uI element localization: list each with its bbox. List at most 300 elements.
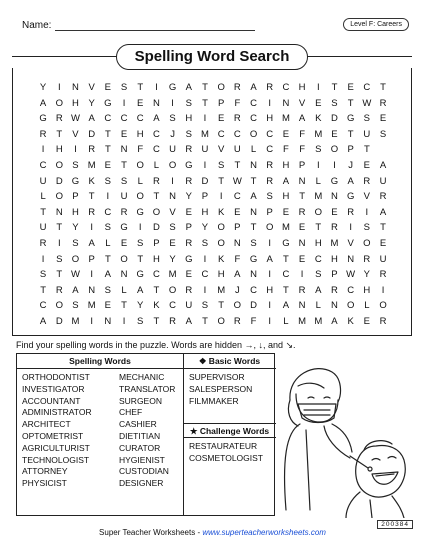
grid-letter[interactable]: R — [233, 82, 241, 93]
grid-letter[interactable]: O — [168, 159, 177, 171]
grid-letter[interactable]: C — [39, 300, 47, 312]
grid-letter[interactable]: I — [106, 191, 110, 203]
grid-letter[interactable]: E — [298, 253, 306, 265]
grid-letter[interactable]: R — [379, 269, 387, 281]
grid-letter[interactable]: A — [282, 175, 290, 187]
grid-letter[interactable]: T — [363, 144, 370, 156]
grid-letter[interactable]: I — [203, 159, 207, 171]
grid-letter[interactable]: Y — [39, 82, 47, 93]
grid-letter[interactable]: E — [185, 206, 192, 218]
grid-letter[interactable]: P — [331, 269, 338, 281]
grid-letter[interactable]: U — [39, 222, 47, 234]
grid-letter[interactable]: G — [120, 222, 128, 234]
grid-letter[interactable]: H — [363, 284, 371, 296]
grid-letter[interactable]: C — [104, 113, 112, 125]
grid-letter[interactable]: I — [203, 284, 207, 296]
grid-letter[interactable]: N — [72, 82, 79, 93]
grid-letter[interactable]: N — [55, 206, 63, 218]
grid-letter[interactable]: A — [153, 113, 160, 125]
grid-letter[interactable]: T — [331, 82, 338, 93]
grid-letter[interactable]: A — [250, 191, 257, 203]
grid-letter[interactable]: I — [90, 222, 93, 234]
grid-letter[interactable]: I — [57, 237, 61, 249]
grid-letter[interactable]: V — [169, 206, 176, 218]
grid-letter[interactable]: L — [283, 315, 289, 327]
grid-letter[interactable]: T — [380, 222, 386, 234]
grid-letter[interactable]: A — [185, 315, 192, 327]
grid-letter[interactable]: I — [41, 144, 45, 156]
footer-link[interactable]: www.superteacherworksheets.com — [202, 528, 326, 537]
grid-letter[interactable]: W — [70, 269, 80, 281]
grid-letter[interactable]: T — [283, 284, 289, 296]
grid-letter[interactable]: T — [88, 191, 95, 203]
grid-letter[interactable]: T — [202, 315, 208, 327]
grid-letter[interactable]: A — [39, 97, 47, 109]
grid-letter[interactable]: G — [39, 113, 47, 125]
grid-letter[interactable]: D — [55, 315, 63, 327]
grid-letter[interactable]: I — [268, 315, 272, 327]
grid-letter[interactable]: I — [268, 300, 272, 312]
grid-letter[interactable]: H — [72, 206, 79, 218]
grid-letter[interactable]: Y — [72, 222, 79, 234]
grid-letter[interactable]: A — [379, 159, 387, 171]
grid-letter[interactable]: A — [347, 175, 354, 187]
grid-letter[interactable]: E — [282, 206, 290, 218]
grid-letter[interactable]: C — [152, 144, 160, 156]
grid-letter[interactable]: D — [250, 300, 257, 312]
grid-letter[interactable]: P — [153, 237, 160, 249]
grid-letter[interactable]: H — [282, 159, 290, 171]
grid-letter[interactable]: S — [217, 159, 225, 171]
grid-letter[interactable]: P — [266, 206, 273, 218]
grid-letter[interactable]: T — [234, 159, 241, 171]
grid-letter[interactable]: N — [298, 175, 306, 187]
grid-letter[interactable]: W — [232, 175, 242, 187]
grid-letter[interactable]: W — [70, 113, 80, 125]
grid-letter[interactable]: F — [283, 144, 289, 156]
grid-letter[interactable]: R — [266, 175, 274, 187]
grid-letter[interactable]: R — [379, 191, 387, 203]
grid-letter[interactable]: G — [346, 113, 355, 125]
grid-letter[interactable]: W — [362, 97, 372, 109]
grid-letter[interactable]: G — [249, 253, 258, 265]
grid-letter[interactable]: A — [331, 315, 338, 327]
grid-letter[interactable]: C — [314, 253, 322, 265]
grid-letter[interactable]: E — [104, 82, 112, 93]
grid-letter[interactable]: L — [250, 144, 257, 156]
grid-letter[interactable]: P — [201, 191, 209, 203]
grid-letter[interactable]: E — [234, 206, 241, 218]
grid-letter[interactable]: O — [217, 222, 225, 234]
grid-letter[interactable]: N — [104, 315, 112, 327]
grid-letter[interactable]: L — [315, 300, 321, 312]
grid-letter[interactable]: M — [168, 269, 177, 281]
grid-letter[interactable]: I — [333, 159, 336, 171]
grid-letter[interactable]: N — [331, 300, 338, 312]
grid-letter[interactable]: S — [104, 175, 112, 187]
grid-letter[interactable]: H — [282, 191, 290, 203]
grid-letter[interactable]: V — [72, 128, 79, 140]
grid-letter[interactable]: N — [250, 206, 257, 218]
grid-letter[interactable]: A — [282, 300, 290, 312]
grid-letter[interactable]: D — [55, 175, 63, 187]
grid-letter[interactable]: P — [298, 159, 306, 171]
grid-letter[interactable]: E — [104, 300, 112, 312]
grid-letter[interactable]: R — [233, 113, 241, 125]
grid-letter[interactable]: I — [349, 222, 352, 234]
grid-letter[interactable]: D — [331, 113, 338, 125]
grid-letter[interactable]: U — [39, 175, 47, 187]
grid-letter[interactable]: M — [71, 315, 80, 327]
grid-letter[interactable]: T — [40, 206, 46, 218]
grid-letter[interactable]: R — [185, 237, 193, 249]
grid-letter[interactable]: E — [363, 315, 371, 327]
grid-letter[interactable]: T — [380, 82, 386, 93]
grid-letter[interactable]: I — [57, 82, 61, 93]
name-line[interactable] — [55, 21, 255, 31]
grid-letter[interactable]: P — [234, 222, 241, 234]
grid-letter[interactable]: S — [169, 222, 176, 234]
grid-letter[interactable]: D — [88, 128, 96, 140]
grid-letter[interactable]: A — [72, 284, 79, 296]
grid-letter[interactable]: F — [250, 315, 257, 327]
grid-letter[interactable]: H — [136, 128, 144, 140]
grid-letter[interactable]: S — [72, 159, 79, 171]
grid-letter[interactable]: A — [298, 113, 306, 125]
grid-letter[interactable]: Y — [169, 253, 176, 265]
grid-letter[interactable]: I — [122, 315, 126, 327]
grid-letter[interactable]: S — [185, 97, 192, 109]
grid-letter[interactable]: R — [298, 206, 306, 218]
grid-letter[interactable]: N — [282, 97, 290, 109]
grid-letter[interactable]: Y — [185, 191, 192, 203]
grid-letter[interactable]: S — [169, 113, 176, 125]
grid-letter[interactable]: C — [169, 300, 177, 312]
grid-letter[interactable]: C — [266, 144, 274, 156]
grid-letter[interactable]: T — [153, 315, 160, 327]
grid-letter[interactable]: O — [249, 128, 258, 140]
grid-letter[interactable]: E — [331, 206, 338, 218]
grid-letter[interactable]: S — [379, 128, 387, 140]
grid-letter[interactable]: G — [185, 159, 193, 171]
grid-letter[interactable]: T — [137, 253, 144, 265]
grid-letter[interactable]: C — [250, 113, 257, 125]
grid-letter[interactable]: C — [104, 206, 112, 218]
grid-letter[interactable]: M — [281, 113, 290, 125]
grid-letter[interactable]: H — [55, 144, 63, 156]
grid-letter[interactable]: O — [168, 284, 177, 296]
grid-letter[interactable]: O — [217, 315, 225, 327]
grid-letter[interactable]: I — [41, 253, 45, 265]
grid-letter[interactable]: M — [201, 128, 209, 140]
grid-letter[interactable]: I — [300, 269, 304, 281]
grid-letter[interactable]: O — [330, 144, 339, 156]
grid-letter[interactable]: O — [55, 300, 63, 312]
grid-letter[interactable]: L — [121, 284, 127, 296]
grid-letter[interactable]: S — [137, 237, 144, 249]
grid-letter[interactable]: C — [136, 113, 144, 125]
grid-letter[interactable]: K — [217, 253, 225, 265]
grid-letter[interactable]: T — [121, 159, 127, 171]
grid-letter[interactable]: A — [39, 315, 47, 327]
grid-letter[interactable]: T — [104, 128, 111, 140]
grid-letter[interactable]: E — [347, 82, 354, 93]
grid-letter[interactable]: D — [152, 222, 160, 234]
grid-letter[interactable]: D — [201, 175, 209, 187]
grid-letter[interactable]: P — [217, 97, 225, 109]
grid-letter[interactable]: T — [347, 97, 354, 109]
grid-letter[interactable]: K — [153, 300, 160, 312]
grid-letter[interactable]: I — [316, 159, 320, 171]
grid-letter[interactable]: I — [203, 113, 207, 125]
grid-letter[interactable]: U — [363, 128, 371, 140]
grid-letter[interactable]: E — [315, 97, 322, 109]
grid-letter[interactable]: F — [299, 128, 305, 140]
grid-letter[interactable]: N — [169, 191, 177, 203]
grid-letter[interactable]: E — [379, 113, 387, 125]
grid-letter[interactable]: S — [104, 284, 112, 296]
grid-letter[interactable]: C — [250, 284, 257, 296]
grid-letter[interactable]: I — [122, 97, 126, 109]
grid-letter[interactable]: C — [250, 97, 257, 109]
grid-letter[interactable]: M — [87, 300, 96, 312]
grid-letter[interactable]: N — [298, 237, 306, 249]
grid-letter[interactable]: C — [233, 128, 241, 140]
grid-letter[interactable]: P — [347, 144, 354, 156]
grid-letter[interactable]: E — [137, 97, 144, 109]
grid-letter[interactable]: H — [266, 284, 274, 296]
grid-letter[interactable]: U — [379, 253, 387, 265]
grid-letter[interactable]: S — [72, 300, 79, 312]
grid-letter[interactable]: S — [104, 222, 112, 234]
grid-letter[interactable]: C — [282, 82, 290, 93]
grid-letter[interactable]: S — [266, 191, 273, 203]
grid-letter[interactable]: M — [87, 159, 96, 171]
grid-letter[interactable]: O — [217, 82, 225, 93]
grid-letter[interactable]: R — [363, 253, 371, 265]
grid-letter[interactable]: S — [315, 269, 322, 281]
grid-letter[interactable]: I — [219, 191, 223, 203]
grid-letter[interactable]: S — [315, 144, 322, 156]
grid-letter[interactable]: O — [346, 300, 355, 312]
grid-letter[interactable]: E — [379, 237, 387, 249]
grid-letter[interactable]: R — [331, 284, 338, 296]
grid-letter[interactable]: Y — [137, 300, 144, 312]
grid-letter[interactable]: R — [331, 222, 338, 234]
grid-letter[interactable]: H — [217, 269, 225, 281]
grid-letter[interactable]: H — [298, 82, 306, 93]
grid-letter[interactable]: E — [217, 113, 225, 125]
grid-letter[interactable]: L — [364, 300, 370, 312]
grid-letter[interactable]: O — [266, 222, 274, 234]
grid-letter[interactable]: T — [40, 284, 46, 296]
grid-letter[interactable]: C — [120, 113, 128, 125]
grid-letter[interactable]: T — [153, 284, 160, 296]
grid-letter[interactable]: M — [330, 237, 339, 249]
grid-letter[interactable]: I — [90, 269, 93, 281]
grid-letter[interactable]: T — [137, 82, 144, 93]
grid-letter[interactable]: T — [218, 300, 225, 312]
grid-letter[interactable]: N — [298, 300, 306, 312]
grid-letter[interactable]: U — [169, 144, 177, 156]
grid-letter[interactable]: T — [56, 128, 63, 140]
grid-letter[interactable]: F — [137, 144, 144, 156]
grid-letter[interactable]: U — [201, 144, 209, 156]
grid-letter[interactable]: E — [120, 237, 128, 249]
grid-letter[interactable]: H — [72, 97, 79, 109]
grid-letter[interactable]: C — [152, 269, 160, 281]
grid-letter[interactable]: M — [314, 315, 323, 327]
grid-letter[interactable]: I — [365, 206, 369, 218]
grid-letter[interactable]: N — [120, 269, 128, 281]
grid-letter[interactable]: I — [203, 253, 207, 265]
grid-letter[interactable]: O — [71, 253, 80, 265]
grid-letter[interactable]: R — [379, 315, 387, 327]
grid-letter[interactable]: T — [250, 175, 257, 187]
grid-letter[interactable]: G — [136, 269, 144, 281]
grid-letter[interactable]: S — [363, 113, 371, 125]
grid-letter[interactable]: T — [299, 191, 305, 203]
grid-letter[interactable]: G — [104, 97, 112, 109]
grid-letter[interactable]: R — [347, 206, 355, 218]
grid-letter[interactable]: E — [185, 269, 192, 281]
grid-letter[interactable]: H — [152, 253, 160, 265]
grid-letter[interactable]: G — [282, 237, 290, 249]
grid-letter[interactable]: L — [315, 175, 321, 187]
grid-letter[interactable]: T — [347, 128, 354, 140]
grid-letter[interactable]: S — [185, 128, 192, 140]
grid-letter[interactable]: O — [217, 237, 225, 249]
grid-letter[interactable]: S — [331, 97, 338, 109]
grid-letter[interactable]: R — [39, 237, 47, 249]
grid-letter[interactable]: T — [283, 253, 289, 265]
grid-letter[interactable]: J — [170, 128, 175, 140]
grid-letter[interactable]: S — [363, 222, 371, 234]
grid-letter[interactable]: A — [234, 269, 241, 281]
grid-letter[interactable]: C — [233, 191, 241, 203]
grid-letter[interactable]: L — [105, 237, 111, 249]
grid-letter[interactable]: R — [185, 144, 193, 156]
grid-letter[interactable]: R — [363, 175, 371, 187]
grid-letter[interactable]: R — [88, 206, 96, 218]
grid-letter[interactable]: R — [185, 284, 193, 296]
grid-letter[interactable]: E — [331, 128, 338, 140]
grid-letter[interactable]: L — [153, 159, 160, 171]
grid-letter[interactable]: N — [152, 97, 160, 109]
grid-letter[interactable]: U — [379, 175, 387, 187]
grid-letter[interactable]: R — [266, 159, 274, 171]
grid-letter[interactable]: O — [55, 97, 63, 109]
grid-letter[interactable]: C — [39, 159, 47, 171]
grid-letter[interactable]: O — [233, 300, 242, 312]
grid-letter[interactable]: G — [168, 82, 177, 93]
grid-letter[interactable]: T — [121, 300, 127, 312]
grid-letter[interactable]: O — [136, 191, 144, 203]
grid-letter[interactable]: R — [55, 284, 63, 296]
grid-letter[interactable]: I — [268, 269, 272, 281]
grid-letter[interactable]: O — [136, 159, 144, 171]
grid-letter[interactable]: N — [331, 191, 338, 203]
grid-letter[interactable]: S — [120, 175, 128, 187]
grid-letter[interactable]: N — [120, 144, 128, 156]
grid-letter[interactable]: T — [315, 222, 322, 234]
grid-letter[interactable]: R — [233, 315, 241, 327]
grid-letter[interactable]: A — [137, 284, 144, 296]
grid-letter[interactable]: Y — [201, 222, 209, 234]
grid-letter[interactable]: G — [136, 206, 144, 218]
grid-letter[interactable]: G — [71, 175, 80, 187]
grid-letter[interactable]: P — [185, 222, 192, 234]
grid-letter[interactable]: A — [88, 113, 95, 125]
grid-letter[interactable]: T — [202, 97, 208, 109]
grid-letter[interactable]: T — [218, 175, 225, 187]
grid-letter[interactable]: E — [298, 222, 306, 234]
grid-letter[interactable]: E — [120, 128, 128, 140]
grid-letter[interactable]: V — [298, 97, 306, 109]
grid-letter[interactable]: O — [55, 191, 63, 203]
grid-letter[interactable]: F — [234, 97, 241, 109]
grid-letter[interactable]: R — [169, 315, 177, 327]
grid-letter[interactable]: A — [250, 82, 257, 93]
grid-letter[interactable]: J — [348, 159, 354, 171]
grid-letter[interactable]: I — [268, 97, 272, 109]
grid-letter[interactable]: U — [185, 300, 193, 312]
grid-letter[interactable]: T — [104, 253, 111, 265]
grid-letter[interactable]: F — [299, 144, 305, 156]
grid-letter[interactable]: I — [171, 175, 174, 187]
grid-letter[interactable]: T — [56, 222, 63, 234]
grid-letter[interactable]: O — [314, 206, 322, 218]
grid-letter[interactable]: K — [347, 315, 354, 327]
grid-letter[interactable]: S — [201, 237, 209, 249]
grid-letter[interactable]: V — [217, 144, 225, 156]
grid-letter[interactable]: C — [201, 269, 209, 281]
grid-letter[interactable]: T — [153, 191, 160, 203]
grid-letter[interactable]: H — [185, 113, 193, 125]
grid-letter[interactable]: K — [88, 175, 95, 187]
grid-letter[interactable]: S — [72, 237, 79, 249]
grid-letter[interactable]: O — [152, 206, 161, 218]
grid-letter[interactable]: S — [120, 82, 128, 93]
grid-letter[interactable]: S — [201, 300, 209, 312]
grid-letter[interactable]: S — [137, 315, 144, 327]
grid-letter[interactable]: M — [217, 284, 226, 296]
grid-letter[interactable]: P — [72, 191, 79, 203]
grid-letter[interactable]: E — [169, 237, 176, 249]
grid-letter[interactable]: C — [282, 269, 290, 281]
grid-letter[interactable]: I — [90, 315, 93, 327]
grid-letter[interactable]: I — [381, 284, 385, 296]
grid-letter[interactable]: E — [104, 159, 112, 171]
grid-letter[interactable]: R — [55, 113, 63, 125]
grid-letter[interactable]: T — [202, 82, 208, 93]
grid-letter[interactable]: O — [363, 237, 371, 249]
grid-letter[interactable]: R — [120, 206, 128, 218]
grid-letter[interactable]: R — [266, 82, 274, 93]
grid-letter[interactable]: U — [120, 191, 128, 203]
grid-letter[interactable]: U — [233, 144, 241, 156]
grid-letter[interactable]: K — [217, 206, 225, 218]
grid-letter[interactable]: T — [56, 269, 63, 281]
grid-letter[interactable]: A — [104, 269, 112, 281]
grid-letter[interactable]: O — [379, 300, 387, 312]
grid-letter[interactable]: M — [314, 191, 323, 203]
grid-letter[interactable]: V — [88, 82, 95, 93]
grid-letter[interactable]: L — [40, 191, 46, 203]
grid-letter[interactable]: M — [281, 222, 290, 234]
grid-letter[interactable]: H — [331, 253, 338, 265]
grid-letter[interactable]: Y — [88, 97, 95, 109]
